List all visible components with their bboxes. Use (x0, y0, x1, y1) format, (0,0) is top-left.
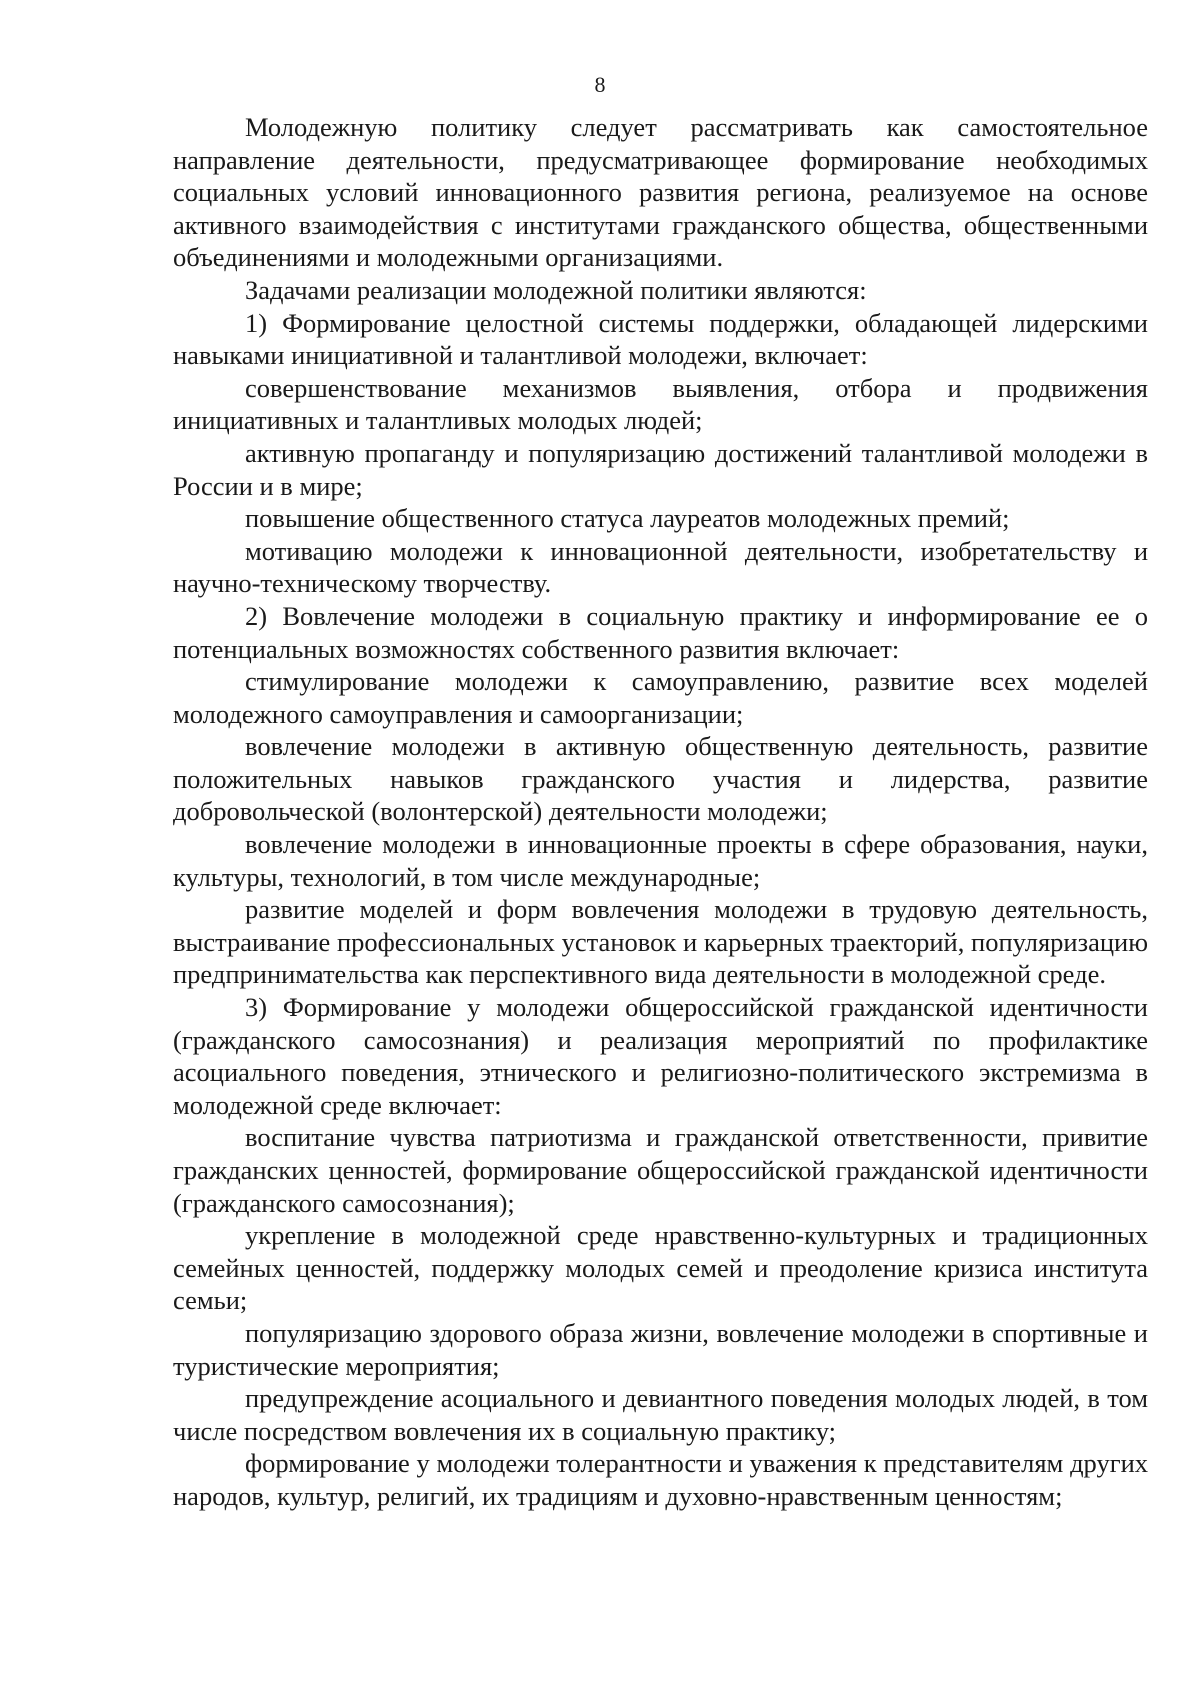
paragraph-item: укрепление в молодежной среде нравственно-культурных и традиционных семейных ценностей, поддержку молодых семей и преодоление кризиса института семьи; (173, 1220, 1148, 1316)
page-number: 8 (594, 72, 606, 97)
paragraph-item: вовлечение молодежи в инновационные проекты в сфере образования, науки, культуры, технологий, в том числе международные; (173, 829, 1148, 892)
body-text (173, 111, 1148, 1513)
paragraph-item: популяризацию здорового образа жизни, вовлечение молодежи в спортивные и туристические мероприятия; (173, 1317, 1148, 1381)
paragraph-item: формирование у молодежи толерантности и уважения к представителям других народов, культур, религий, их традициям и духовно-нравственным ценностям; (173, 1448, 1148, 1511)
paragraph-intro: Молодежную политику следует рассматривать как самостоятельное направление деятельности, предусматривающее формирование необходимых социальных условий инновационного развития региона, реализуемое на основе активного взаимодействия с институтами гражданского общества, общественными объединениями и молодежными организациями. (173, 112, 1148, 273)
paragraph-item: мотивацию молодежи к инновационной деятельности, изобретательству и научно-техническому творчеству. (173, 535, 1148, 599)
paragraph-task-3: 3) Формирование у молодежи общероссийской гражданской идентичности (гражданского самосознания) и реализация мероприятий по профилактике асоциального поведения, этнического и религиозно-политического экстремизма в молодежной среде включает: (173, 992, 1148, 1120)
paragraph-item: совершенствование механизмов выявления, отбора и продвижения инициативных и талантливых молодых людей; (173, 372, 1148, 436)
paragraph-task-2: 2) Вовлечение молодежи в социальную практику и информирование ее о потенциальных возможностях собственного развития включает: (173, 600, 1148, 664)
paragraph-item: развитие моделей и форм вовлечения молодежи в трудовую деятельность, выстраивание профессиональных установок и карьерных траекторий, популяризацию предпринимательства как перспективного вида деятельности в молодежной среде. (173, 894, 1148, 990)
paragraph-item: активную пропаганду и популяризацию достижений талантливой молодежи в России и в мире; (173, 437, 1148, 501)
paragraph-item: повышение общественного статуса лауреатов молодежных премий; (245, 503, 1010, 534)
paragraph-item: предупреждение асоциального и девиантного поведения молодых людей, в том числе посредством вовлечения их в социальную практику; (173, 1383, 1148, 1446)
paragraph-item: вовлечение молодежи в активную общественную деятельность, развитие положительных навыков гражданского участия и лидерства, развитие добровольческой (волонтерской) деятельности молодежи; (173, 731, 1148, 827)
paragraph-item: воспитание чувства патриотизма и гражданской ответственности, привитие гражданских ценностей, формирование общероссийской гражданской идентичности (гражданского самосознания); (173, 1122, 1148, 1218)
paragraph-item: стимулирование молодежи к самоуправлению, развитие всех моделей молодежного самоуправления и самоорганизации; (173, 666, 1148, 729)
paragraph-tasks-heading: Задачами реализации молодежной политики являются: (245, 274, 867, 305)
paragraph-task-1: 1) Формирование целостной системы поддержки, обладающей лидерскими навыками инициативной и талантливой молодежи, включает: (173, 307, 1148, 371)
